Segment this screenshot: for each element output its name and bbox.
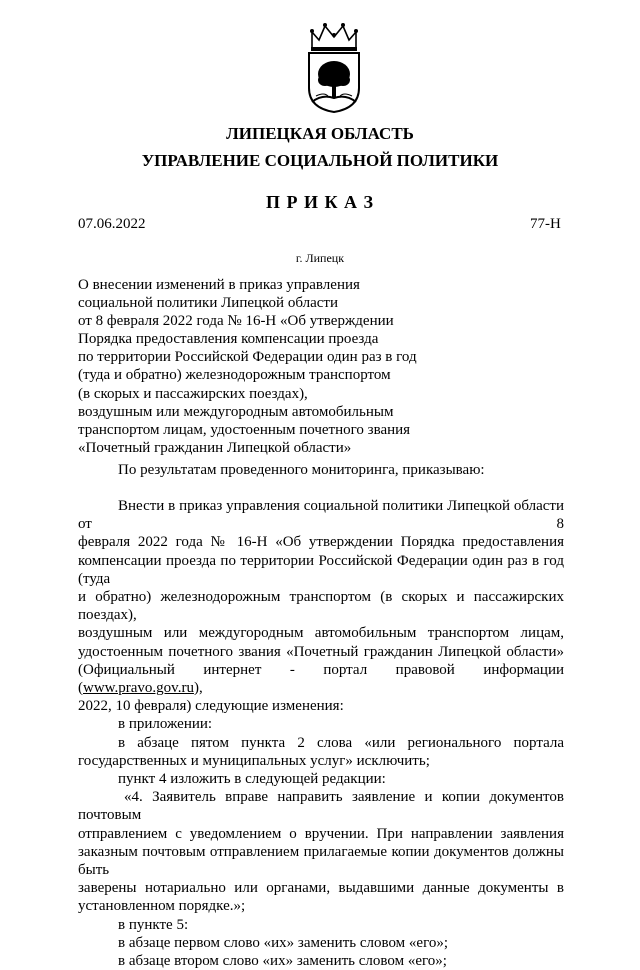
title-line: воздушным или междугородным автомобильным bbox=[78, 403, 394, 420]
main-paragraph bbox=[78, 497, 564, 970]
list-item: в абзаце втором слово «их» заменить словом «его»; bbox=[118, 953, 447, 970]
title-line: (туда и обратно) железнодорожным транспортом bbox=[78, 367, 391, 384]
title-line: социальной политики Липецкой области bbox=[78, 295, 338, 312]
main-line: 2022, 10 февраля) следующие изменения: bbox=[78, 698, 344, 715]
coat-of-arms-icon bbox=[294, 22, 374, 114]
document-type-heading: П Р И К А З bbox=[265, 192, 375, 212]
quote-line: установленном порядке.»; bbox=[78, 898, 246, 915]
document-number: 77-Н bbox=[530, 216, 561, 232]
title-line: по территории Российской Федерации один раз в год bbox=[78, 349, 417, 366]
document-title bbox=[78, 276, 417, 457]
title-line: «Почетный гражданин Липецкой области» bbox=[78, 439, 352, 456]
title-line: от 8 февраля 2022 года № 16-Н «Об утверждении bbox=[78, 313, 394, 330]
title-line: О внесении изменений в приказ управления bbox=[78, 277, 360, 293]
list-item: государственных и муниципальных услуг» исключить; bbox=[78, 752, 430, 769]
list-item: пункт 4 изложить в следующей редакции: bbox=[118, 771, 386, 788]
preamble: По результатам проведенного мониторинга, приказываю: bbox=[118, 462, 485, 478]
department-heading: УПРАВЛЕНИЕ СОЦИАЛЬНОЙ ПОЛИТИКИ bbox=[141, 151, 499, 170]
main-line: (Официальный интернет - портал правовой информации (www.pravo.gov.ru), bbox=[78, 661, 564, 697]
main-line: компенсации проезда по территории Российской Федерации один раз в год (туда bbox=[78, 552, 564, 587]
quote-line: заказным почтовым отправлением прилагаемые копии документов должны быть bbox=[78, 843, 564, 879]
main-line: и обратно) железнодорожным транспортом (в скорых и пассажирских поездах), bbox=[78, 589, 564, 624]
list-item: в абзаце первом слово «их» заменить словом «его»; bbox=[118, 934, 449, 951]
list-item: в абзаце пятом пункта 2 слова «или регионального портала bbox=[118, 734, 564, 751]
main-line: удостоенным почетного звания «Почетный гражданин Липецкой области» bbox=[78, 643, 564, 660]
main-line: Внести в приказ управления социальной политики Липецкой области от 8 bbox=[78, 498, 564, 533]
pravo-link[interactable]: www.pravo.gov.ru bbox=[83, 680, 194, 697]
list-item: в приложении: bbox=[118, 716, 213, 733]
quote-line: заверены нотариально или органами, выдавшими данные документы в bbox=[78, 880, 564, 897]
quote-line: «4. Заявитель вправе направить заявление и копии документов почтовым bbox=[78, 789, 564, 824]
region-heading: ЛИПЕЦКАЯ ОБЛАСТЬ bbox=[226, 124, 414, 143]
title-line: (в скорых и пассажирских поездах), bbox=[78, 385, 308, 402]
title-line: транспортом лицам, удостоенным почетного звания bbox=[78, 421, 411, 438]
document-city: г. Липецк bbox=[295, 251, 345, 265]
document-date: 07.06.2022 bbox=[78, 216, 146, 232]
title-line: Порядка предоставления компенсации проезда bbox=[78, 331, 379, 348]
main-line: февраля 2022 года № 16-Н «Об утверждении Порядка предоставления bbox=[78, 534, 564, 551]
quote-line: отправлением с уведомлением о вручении. При направлении заявления bbox=[78, 825, 564, 842]
main-line: воздушным или междугородным автомобильным транспортом лицам, bbox=[78, 625, 564, 642]
list-item: в пункте 5: bbox=[118, 916, 189, 933]
